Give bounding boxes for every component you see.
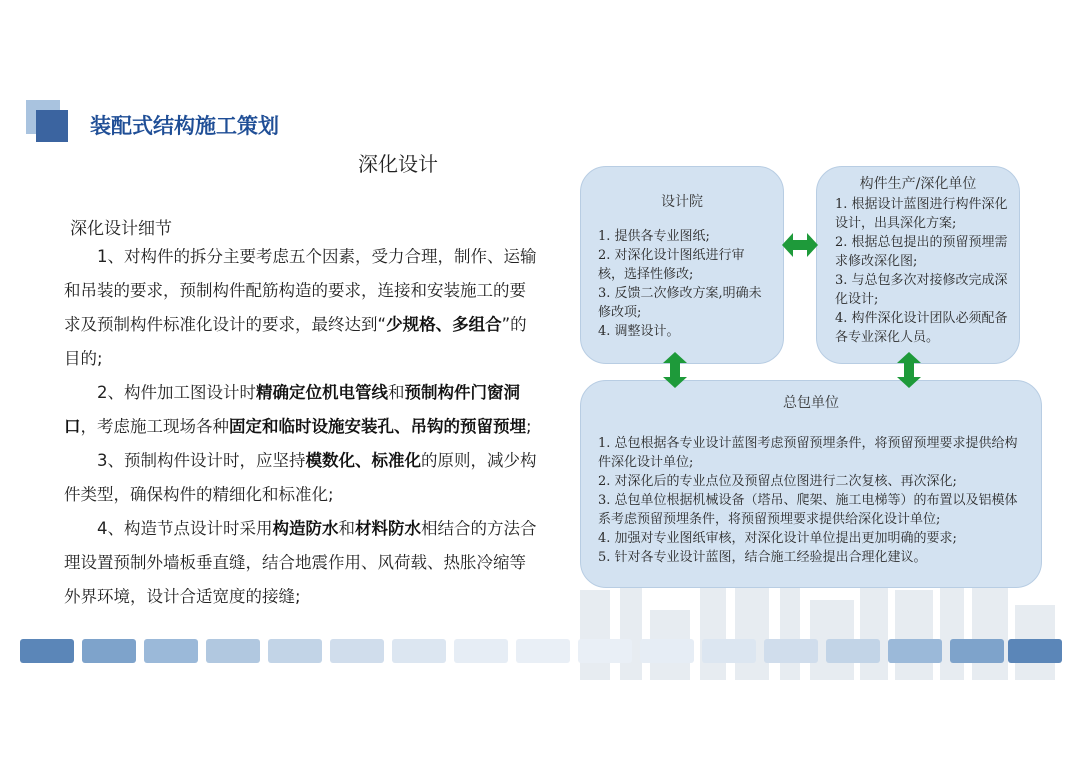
- tile: [888, 639, 942, 663]
- design-institute-title: 设计院: [661, 194, 703, 210]
- detail-paragraph-4: 4、构造节点设计时采用构造防水和材料防水相结合的方法合理设置预制外墙板垂直缝，结合地震作用、风荷载、热胀冷缩等外界环境，设计合适宽度的接缝;: [64, 519, 537, 606]
- list-item: 3. 总包单位根据机械设备（塔吊、爬架、施工电梯等）的布置以及铝模体系考虑预留预埋条件，将预留预埋要求提供给深化设计单位;: [598, 493, 1018, 527]
- tile: [826, 639, 880, 663]
- double-arrow-vertical-icon: [662, 352, 688, 388]
- tile: [268, 639, 322, 663]
- double-arrow-horizontal-icon: [782, 232, 818, 258]
- tile: [20, 639, 74, 663]
- component-unit-title: 构件生产/深化单位: [859, 176, 977, 192]
- design-institute-list: [598, 227, 769, 341]
- general-contractor-list: [598, 434, 1029, 567]
- detail-paragraph-3: 3、预制构件设计时，应坚持模数化、标准化的原则，减少构件类型，确保构件的精细化和标准化;: [64, 451, 537, 504]
- tile: [578, 639, 632, 663]
- tile: [392, 639, 446, 663]
- list-item: 2. 对深化设计图纸进行审核，选择性修改;: [598, 248, 745, 282]
- double-arrow-vertical-icon: [896, 352, 922, 388]
- tile: [330, 639, 384, 663]
- list-item: 3. 与总包多次对接修改完成深化设计;: [835, 273, 1008, 307]
- list-item: 5. 针对各专业设计蓝图，结合施工经验提出合理化建议。: [598, 550, 927, 565]
- list-item: 4. 加强对专业图纸审核，对深化设计单位提出更加明确的要求;: [598, 531, 957, 546]
- tile: [82, 639, 136, 663]
- tile: [144, 639, 198, 663]
- detail-paragraph-1: 1、对构件的拆分主要考虑五个因素，受力合理，制作、运输和吊装的要求，预制构件配筋构造的要求，连接和安装施工的要求及预制构件标准化设计的要求，最终达到“少规格、多组合”的目的;: [64, 247, 537, 368]
- list-item: 4. 调整设计。: [598, 324, 680, 339]
- tile: [1008, 639, 1062, 663]
- list-item: 1. 提供各专业图纸;: [598, 229, 710, 244]
- detail-paragraph-2: 2、构件加工图设计时精确定位机电管线和预制构件门窗洞口，考虑施工现场各种固定和临时设施安装孔、吊钩的预留预埋;: [64, 383, 532, 436]
- list-item: 1. 总包根据各专业设计蓝图考虑预留预埋条件，将预留预埋要求提供给构件深化设计单位;: [598, 436, 1018, 470]
- tile: [640, 639, 694, 663]
- component-unit-list: [835, 195, 1009, 347]
- details-heading: 深化设计细节: [70, 219, 172, 239]
- tile: [454, 639, 508, 663]
- tile: [206, 639, 260, 663]
- list-item: 2. 根据总包提出的预留预埋需求修改深化图;: [835, 235, 1008, 269]
- list-item: 1. 根据设计蓝图进行构件深化设计，出具深化方案;: [835, 197, 1008, 231]
- list-item: 3. 反馈二次修改方案,明确未修改项;: [598, 286, 762, 320]
- component-unit-box: [816, 166, 1020, 364]
- design-institute-box: [580, 166, 784, 364]
- tile: [702, 639, 756, 663]
- logo-square-front: [36, 110, 68, 142]
- list-item: 4. 构件深化设计团队必须配备各专业深化人员。: [835, 311, 1008, 345]
- general-contractor-title: 总包单位: [783, 395, 839, 411]
- general-contractor-box: [580, 380, 1042, 588]
- list-item: 2. 对深化后的专业点位及预留点位图进行二次复核、再次深化;: [598, 474, 957, 489]
- tile: [764, 639, 818, 663]
- section-subtitle: 深化设计: [358, 152, 438, 176]
- tile: [516, 639, 570, 663]
- page-title: 装配式结构施工策划: [90, 114, 279, 138]
- details-body: [64, 240, 538, 614]
- tile: [950, 639, 1004, 663]
